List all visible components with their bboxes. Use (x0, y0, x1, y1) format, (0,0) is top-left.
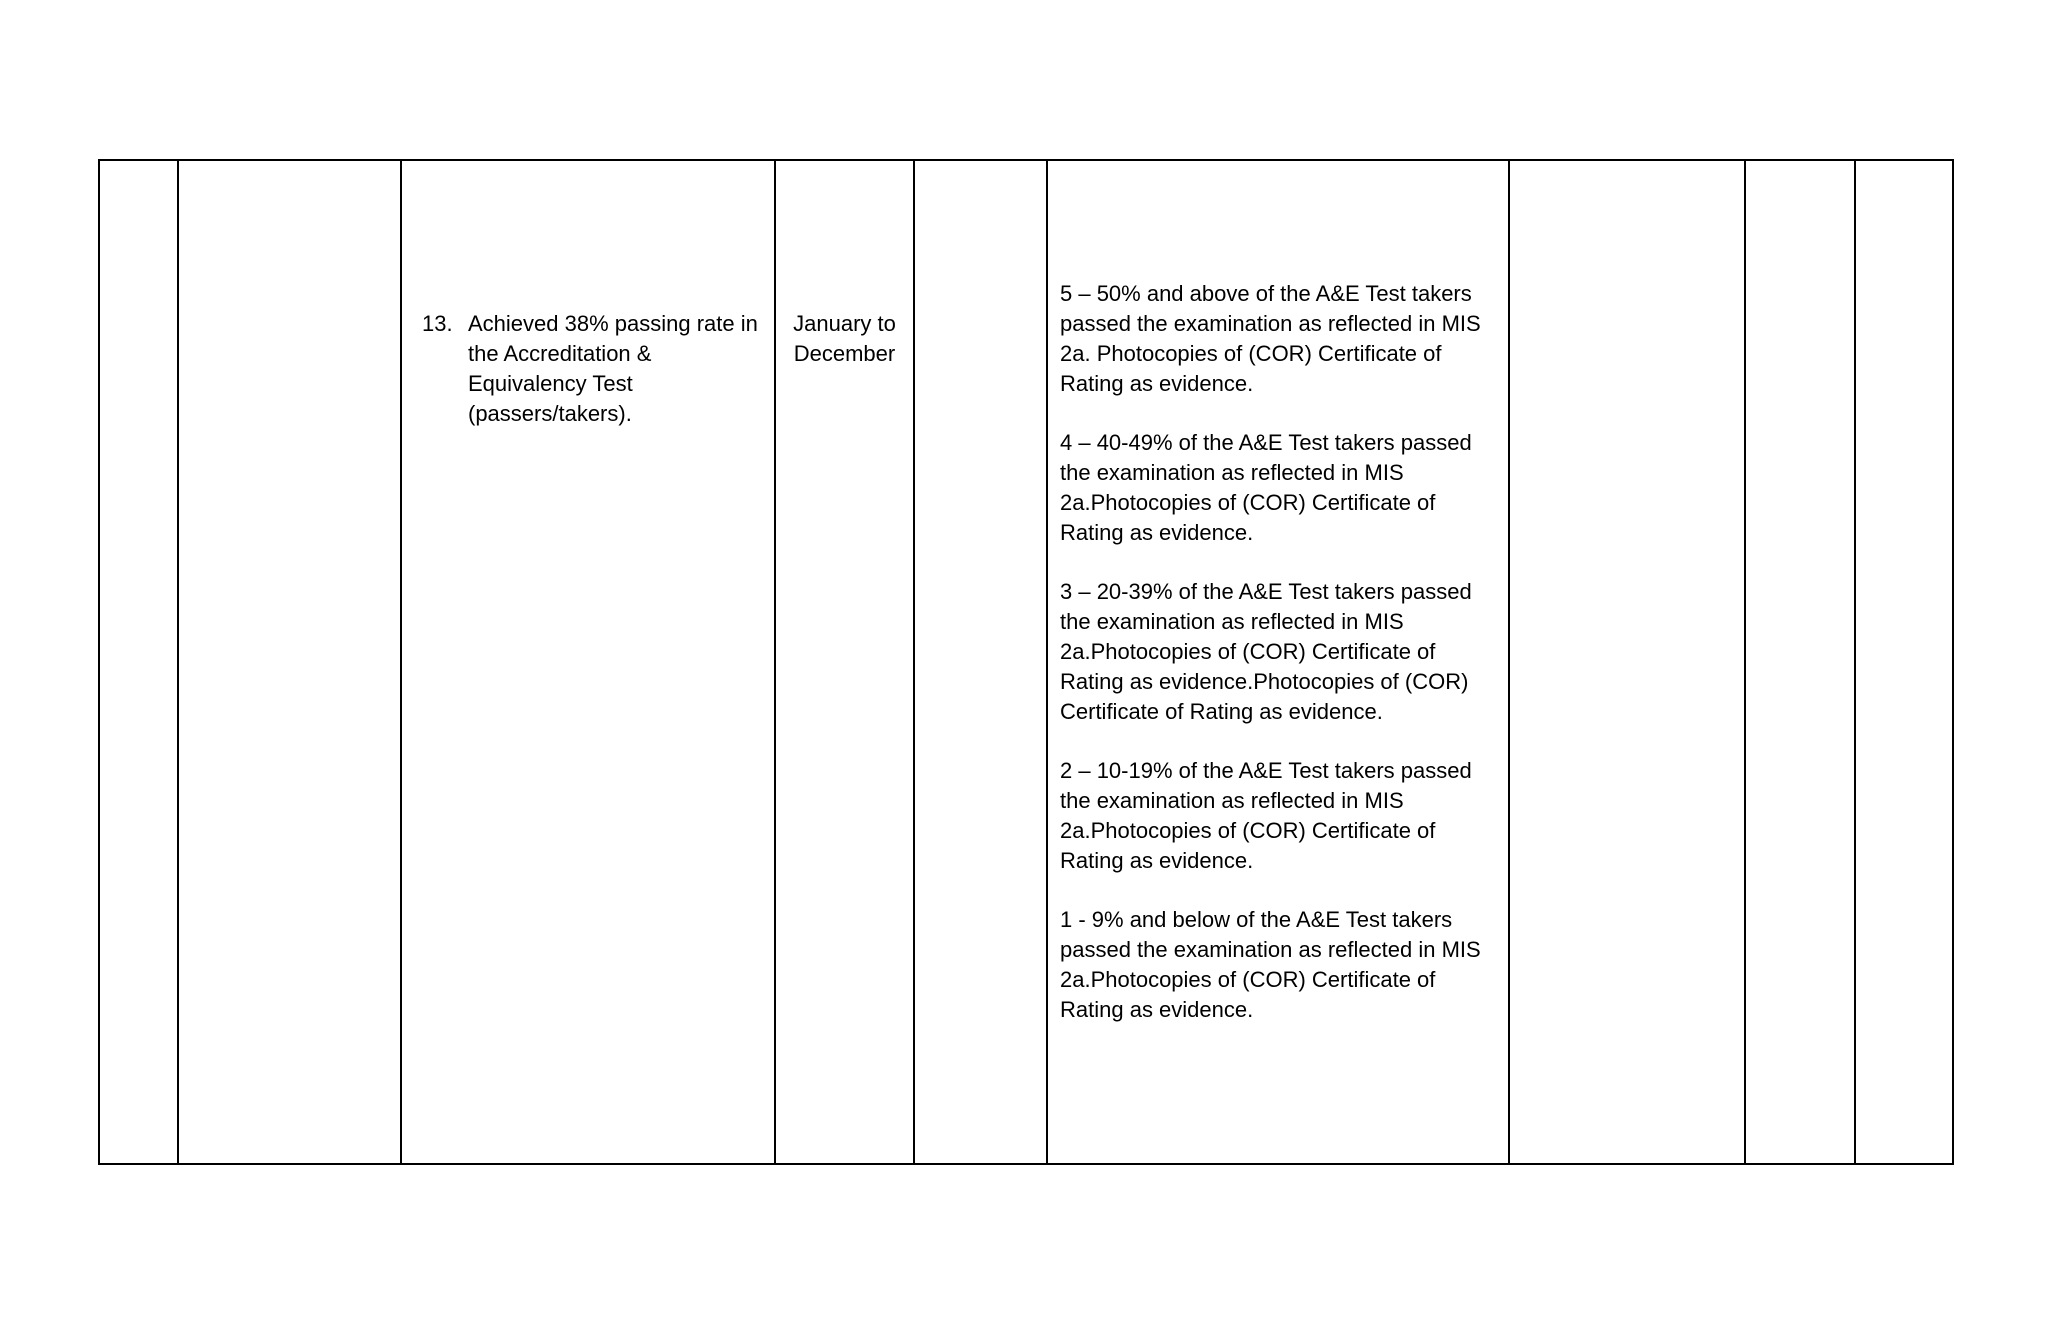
table-row (99, 160, 1953, 1164)
indicator-item (422, 309, 764, 429)
cell-column-8 (1745, 160, 1855, 1164)
performance-table (98, 159, 1954, 1165)
rubric-item-5: 5 – 50% and above of the A&E Test takers passed the examination as reflected in MIS 2a. Photocopies of (COR) Certificate of Rating as evidence. (1060, 281, 1481, 396)
cell-column-1 (99, 160, 178, 1164)
cell-column-5 (914, 160, 1047, 1164)
indicator-text: Achieved 38% passing rate in the Accreditation & Equivalency Test (passers/takers). (468, 311, 758, 426)
cell-column-7 (1509, 160, 1745, 1164)
indicator-number: 13. (422, 311, 453, 336)
rating-rubric (1060, 279, 1496, 1025)
cell-column-2 (178, 160, 401, 1164)
timeline-text: January to December (793, 311, 896, 366)
rubric-item-1: 1 - 9% and below of the A&E Test takers passed the examination as reflected in MIS 2a.Photocopies of (COR) Certificate of Rating as evidence. (1060, 907, 1481, 1022)
cell-rubric (1047, 160, 1509, 1164)
cell-column-9 (1855, 160, 1953, 1164)
rubric-item-2: 2 – 10-19% of the A&E Test takers passed the examination as reflected in MIS 2a.Photocopies of (COR) Certificate of Rating as evidence. (1060, 758, 1472, 873)
cell-indicator (401, 160, 775, 1164)
cell-timeline (775, 160, 914, 1164)
rubric-item-4: 4 – 40-49% of the A&E Test takers passed the examination as reflected in MIS 2a.Photocopies of (COR) Certificate of Rating as evidence. (1060, 430, 1472, 545)
rubric-item-3: 3 – 20-39% of the A&E Test takers passed the examination as reflected in MIS 2a.Photocopies of (COR) Certificate of Rating as evidence.Photocopies of (COR) Certificate of Rating as evidence. (1060, 579, 1472, 724)
